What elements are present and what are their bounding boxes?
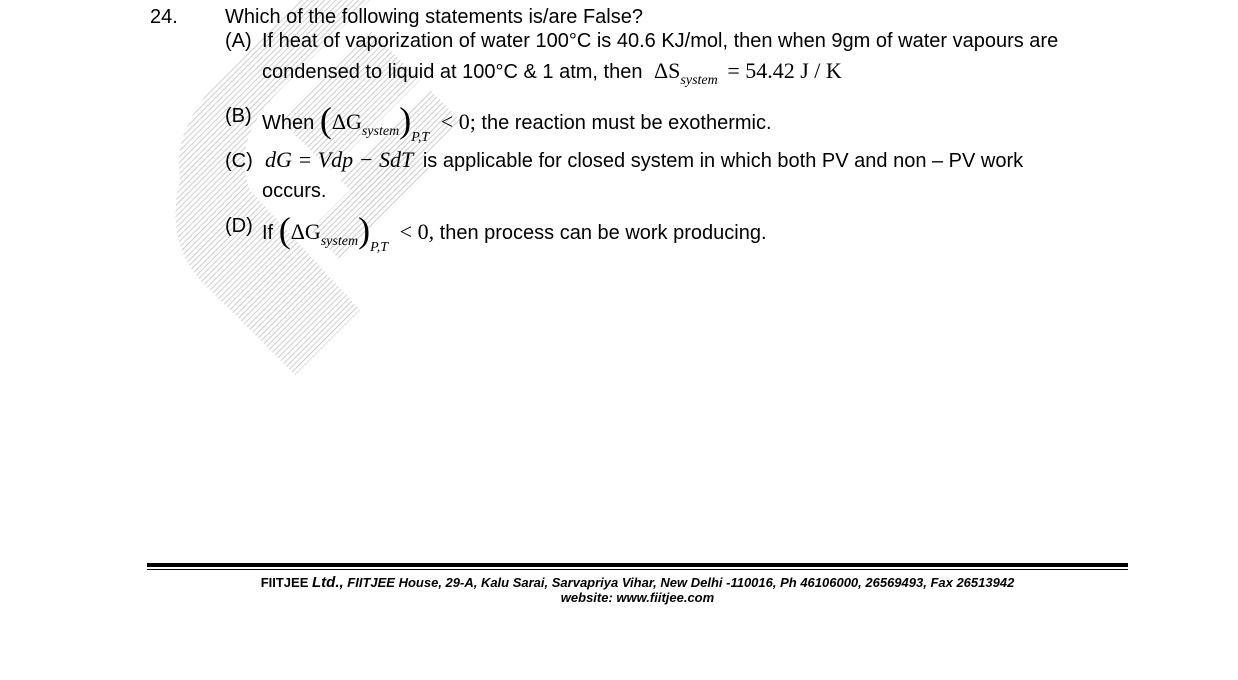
option-d-close-paren: ): [358, 210, 371, 250]
footer-brand: FIITJEE: [260, 575, 309, 590]
option-c-line2: occurs.: [262, 180, 327, 202]
option-b-line: [262, 96, 772, 145]
footer-ltd: Ltd.,: [312, 574, 344, 591]
option-c-equation: dG = Vdp − SdT: [265, 147, 414, 172]
footer-address: FIITJEE House, 29-A, Kalu Sarai, Sarvapriya Vihar, New Delhi -110016, Ph 46106000, 26569493, Fax 26513942: [347, 575, 1015, 590]
option-b-pt-subscript: P,T: [411, 130, 430, 145]
option-b-close-paren: ): [399, 100, 412, 140]
footer-website: website: www.fiitjee.com: [560, 590, 715, 605]
option-c-line1-text: is applicable for closed system in which both PV and non – PV work: [422, 150, 1024, 172]
option-d-pt-subscript: P,T: [370, 240, 389, 255]
question-text: Which of the following statements is/are False?: [225, 6, 643, 28]
option-a-line2-text: condensed to liquid at 100°C & 1 atm, then: [262, 61, 643, 83]
question-number: 24.: [150, 6, 178, 28]
option-d-prefix: If: [262, 222, 274, 244]
option-a-value: = 54.42 J / K: [727, 58, 842, 83]
option-d-line: [262, 206, 767, 255]
option-c-letter: (C): [225, 150, 253, 172]
option-a-line2: [262, 58, 842, 88]
option-b-delta-g-subscript: system: [361, 124, 400, 139]
option-d-suffix: then process can be work producing.: [439, 222, 767, 244]
option-b-suffix: the reaction must be exothermic.: [481, 112, 772, 134]
option-b-delta-g: ΔG: [331, 109, 362, 134]
option-a-delta-s: ΔS: [654, 58, 681, 83]
option-b-prefix: When: [262, 112, 315, 134]
option-b-letter: (B): [225, 105, 252, 127]
option-a-line1: If heat of vaporization of water 100°C is 40.6 KJ/mol, then when 9gm of water vapours are: [262, 30, 1059, 52]
footer-divider-thick: [147, 563, 1128, 567]
option-b-open-paren: (: [319, 100, 332, 140]
option-d-relation: < 0,: [399, 219, 435, 244]
footer-divider-thin: [147, 569, 1128, 570]
option-c-line1: [265, 147, 1023, 173]
option-d-open-paren: (: [278, 210, 291, 250]
option-d-letter: (D): [225, 215, 253, 237]
option-d-delta-g-subscript: system: [320, 234, 359, 249]
option-a-letter: (A): [225, 30, 252, 52]
option-a-delta-s-subscript: system: [680, 73, 718, 88]
footer-address-line: [147, 574, 1128, 591]
option-b-relation: < 0;: [440, 109, 476, 134]
option-d-delta-g: ΔG: [290, 219, 321, 244]
